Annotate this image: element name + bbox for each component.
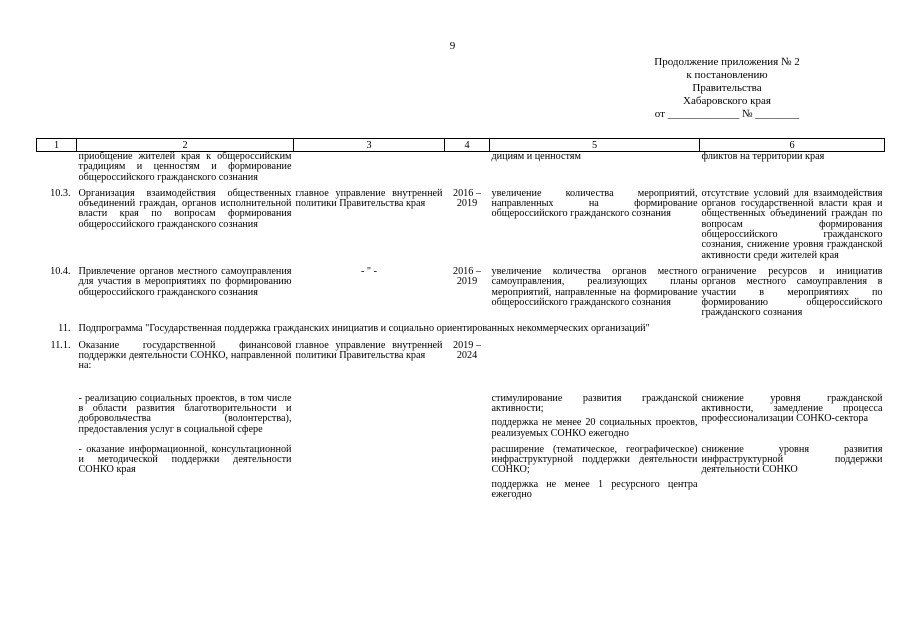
cell-consequence: фликтов на территории края — [701, 151, 825, 162]
cell-number: 11.1. — [50, 339, 71, 351]
cell-subprogram: Подпрограмма "Государственная поддержка гражданских инициатив и социально ориентированных некоммерческих организаций" — [78, 323, 650, 335]
header-line: к постановлению — [686, 69, 768, 81]
cell-consequence: отсутствие условий для взаимодействия органов государственной власти края и общественных объединений граждан по вопросам формирования общероссийского гражданского сознания, снижение уровня гражданской активности среди жителей края — [701, 187, 883, 261]
header-line: Продолжение приложения № 2 — [654, 56, 800, 68]
program-table — [36, 138, 885, 500]
cell-result: дициям и ценностям — [491, 151, 581, 162]
result-item: поддержка не менее 1 ресурсного центра ежегодно — [491, 478, 698, 501]
cell-consequence: снижение уровня гражданской активности, замедление процесса профессионализации СОНКО-сектора — [701, 392, 883, 425]
page-number: 9 — [449, 40, 456, 52]
cell-result: увеличение количества органов местного самоуправления, реализующих планы мероприятий, направленные на формирование общероссийского гражданского сознания — [491, 265, 698, 308]
column-header: 1 — [37, 139, 77, 152]
cell-executor: главное управление внутренней политики Правительства края — [295, 339, 443, 362]
result-item: расширение (тематическое, географическое) инфраструктурной поддержки деятельности СОНКО; — [491, 443, 698, 476]
column-header: 5 — [490, 139, 700, 152]
cell-result — [490, 394, 700, 439]
result-item: поддержка не менее 20 социальных проектов, реализуемых СОНКО ежегодно — [491, 417, 698, 439]
cell-measure: Оказание государственной финансовой поддержки деятельности СОНКО, направленной на: — [78, 339, 292, 372]
cell-result — [490, 445, 700, 500]
cell-result: увеличение количества мероприятий, направленных на формирование общероссийского гражданского сознания — [491, 187, 698, 220]
cell-measure: Организация взаимодействия общественных объединений граждан, органов исполнительной власти края по вопросам формирования общероссийского гражданского сознания — [78, 187, 292, 230]
cell-number: 11. — [58, 323, 71, 335]
column-header: 2 — [77, 139, 294, 152]
table-header-row — [37, 139, 885, 152]
cell-period: 2016 – 2019 — [452, 187, 481, 210]
column-header: 4 — [445, 139, 490, 152]
column-header: 6 — [700, 139, 885, 152]
cell-consequence: ограничение ресурсов и инициатив органов местного самоуправления в участии в мероприятиях по формированию общероссийского гражданского сознания — [701, 265, 883, 319]
appendix-header — [612, 56, 842, 121]
table-row — [37, 324, 885, 334]
table-row — [37, 189, 885, 261]
header-line: от _____________ № ________ — [654, 108, 800, 120]
cell-number: 10.4. — [50, 265, 71, 277]
cell-executor: - " - — [360, 265, 378, 277]
cell-consequence: снижение уровня развития инфраструктурной поддержки деятельности СОНКО — [701, 443, 883, 476]
cell-number: 10.3. — [50, 187, 71, 199]
table-row — [37, 394, 885, 439]
cell-measure: - оказание информационной, консультационной и методической поддержки деятельности СОНКО края — [78, 443, 292, 476]
table-row — [37, 445, 885, 500]
column-header: 3 — [294, 139, 445, 152]
table-row — [37, 267, 885, 318]
header-line: Хабаровского края — [683, 95, 771, 107]
table-row — [37, 152, 885, 183]
cell-executor: главное управление внутренней политики Правительства края — [295, 187, 443, 210]
table-row — [37, 341, 885, 372]
cell-measure: Привлечение органов местного самоуправления для участия в мероприятиях по формированию общероссийского гражданского сознания — [78, 265, 292, 298]
result-item: стимулирование развития гражданской активности; — [491, 392, 698, 414]
cell-period: 2016 – 2019 — [452, 265, 481, 288]
cell-measure: приобщение жителей края к общероссийским традициям и ценностям и формирование общероссийского гражданского сознания — [78, 151, 292, 183]
header-line: Правительства — [692, 82, 762, 94]
cell-period: 2019 – 2024 — [452, 339, 481, 362]
cell-measure: - реализацию социальных проектов, в том числе в области развития благотворительности и добровольчества (волонтерства), предоставления услуг в социальной сфере — [78, 392, 292, 435]
